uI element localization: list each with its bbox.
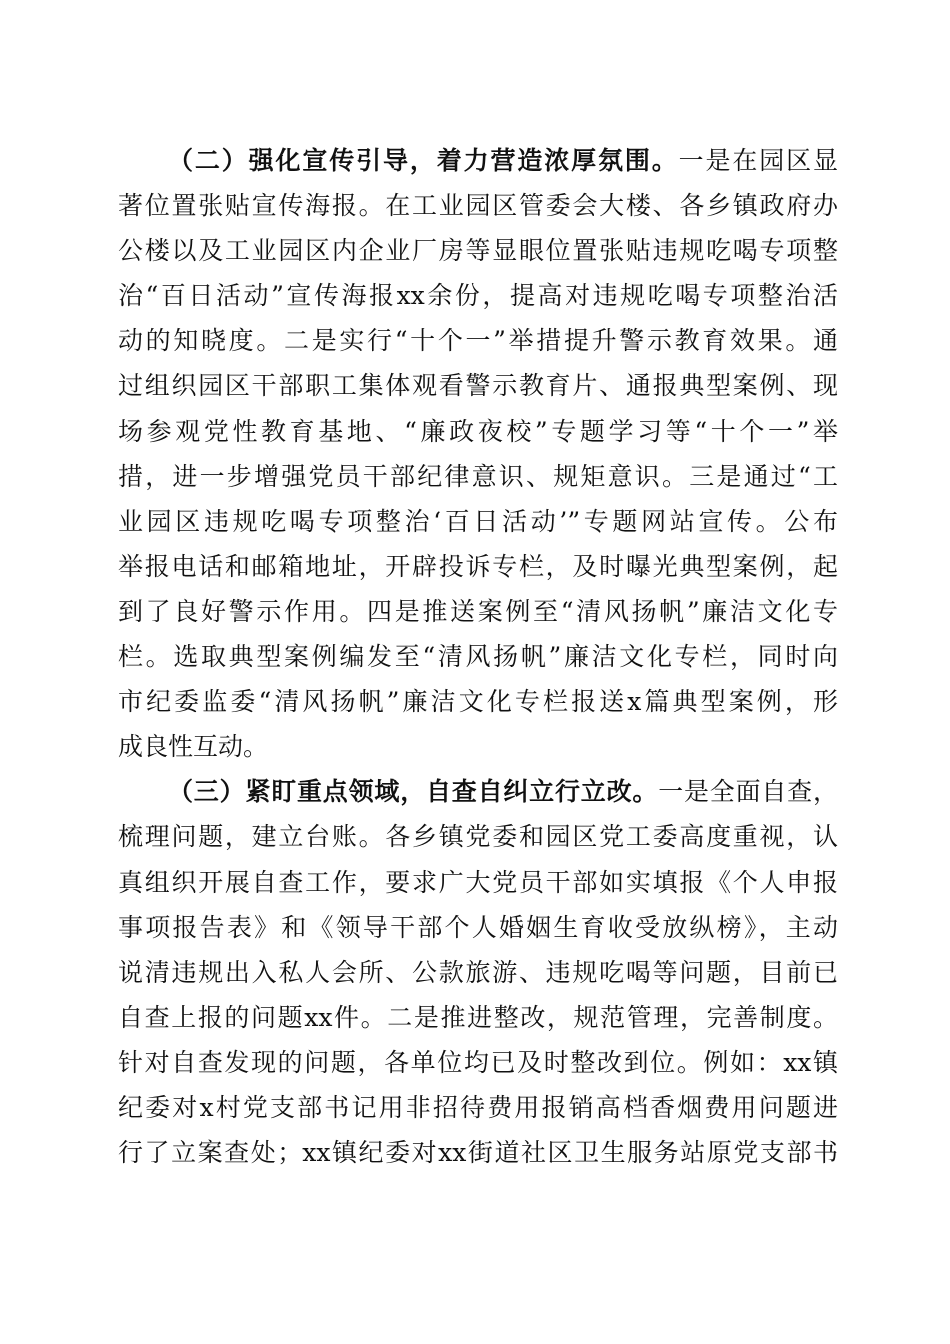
paragraph-line: 一是全面自查， xyxy=(658,777,838,807)
paragraph-line: 真组织开展自查工作，要求广大党员干部如实填报《个人申报 xyxy=(118,867,838,897)
paragraph-line: 场参观党性教育基地、“廉政夜校”专题学习等“十个一”举 xyxy=(118,416,838,446)
paragraph-line: 著位置张贴宣传海报。在工业园区管委会大楼、各乡镇政府办 xyxy=(118,191,838,221)
paragraph-line: 行了立案查处；xx镇纪委对xx街道社区卫生服务站原党支部书 xyxy=(118,1138,838,1168)
paragraph-line: 业园区违规吃喝专项整治‘百日活动’”专题网站宣传。公布 xyxy=(118,506,838,536)
paragraph-line: 动的知晓度。二是实行“十个一”举措提升警示教育效果。通 xyxy=(118,326,838,356)
paragraph-line: 梳理问题，建立台账。各乡镇党委和园区党工委高度重视，认 xyxy=(118,822,838,852)
section-3-first-line xyxy=(118,769,838,814)
paragraph-line: 公楼以及工业园区内企业厂房等显眼位置张贴违规吃喝专项整 xyxy=(118,236,838,266)
paragraph-line: 栏。选取典型案例编发至“清风扬帆”廉洁文化专栏，同时向 xyxy=(118,642,838,672)
paragraph-line: 过组织园区干部职工集体观看警示教育片、通报典型案例、现 xyxy=(118,371,838,401)
paragraph-line: 市纪委监委“清风扬帆”廉洁文化专栏报送x篇典型案例，形 xyxy=(118,687,838,717)
section-3-heading: （三）紧盯重点领域，自查自纠立行立改。 xyxy=(168,777,659,807)
paragraph-line: 说清违规出入私人会所、公款旅游、违规吃喝等问题，目前已 xyxy=(118,957,838,987)
paragraph-line: 治“百日活动”宣传海报xx余份，提高对违规吃喝专项整治活 xyxy=(118,281,838,311)
section-2-first-line xyxy=(118,138,838,183)
paragraph-line: 自查上报的问题xx件。二是推进整改，规范管理，完善制度。 xyxy=(118,1002,838,1032)
paragraph-line: 措，进一步增强党员干部纪律意识、规矩意识。三是通过“工 xyxy=(118,461,838,491)
document-body xyxy=(118,138,838,1175)
paragraph-line: 一是在园区显 xyxy=(678,146,838,175)
section-2-heading: （二）强化宣传引导，着力营造浓厚氛围。 xyxy=(168,146,679,175)
paragraph-line: 成良性互动。 xyxy=(118,732,269,762)
paragraph-line: 举报电话和邮箱地址，开辟投诉专栏，及时曝光典型案例，起 xyxy=(118,551,838,581)
paragraph-line: 事项报告表》和《领导干部个人婚姻生育收受放纵榜》，主动 xyxy=(118,912,838,942)
paragraph-line: 纪委对x村党支部书记用非招待费用报销高档香烟费用问题进 xyxy=(118,1092,838,1122)
paragraph-line: 到了良好警示作用。四是推送案例至“清风扬帆”廉洁文化专 xyxy=(118,596,838,626)
paragraph-line: 针对自查发现的问题，各单位均已及时整改到位。例如：xx镇 xyxy=(118,1047,838,1077)
